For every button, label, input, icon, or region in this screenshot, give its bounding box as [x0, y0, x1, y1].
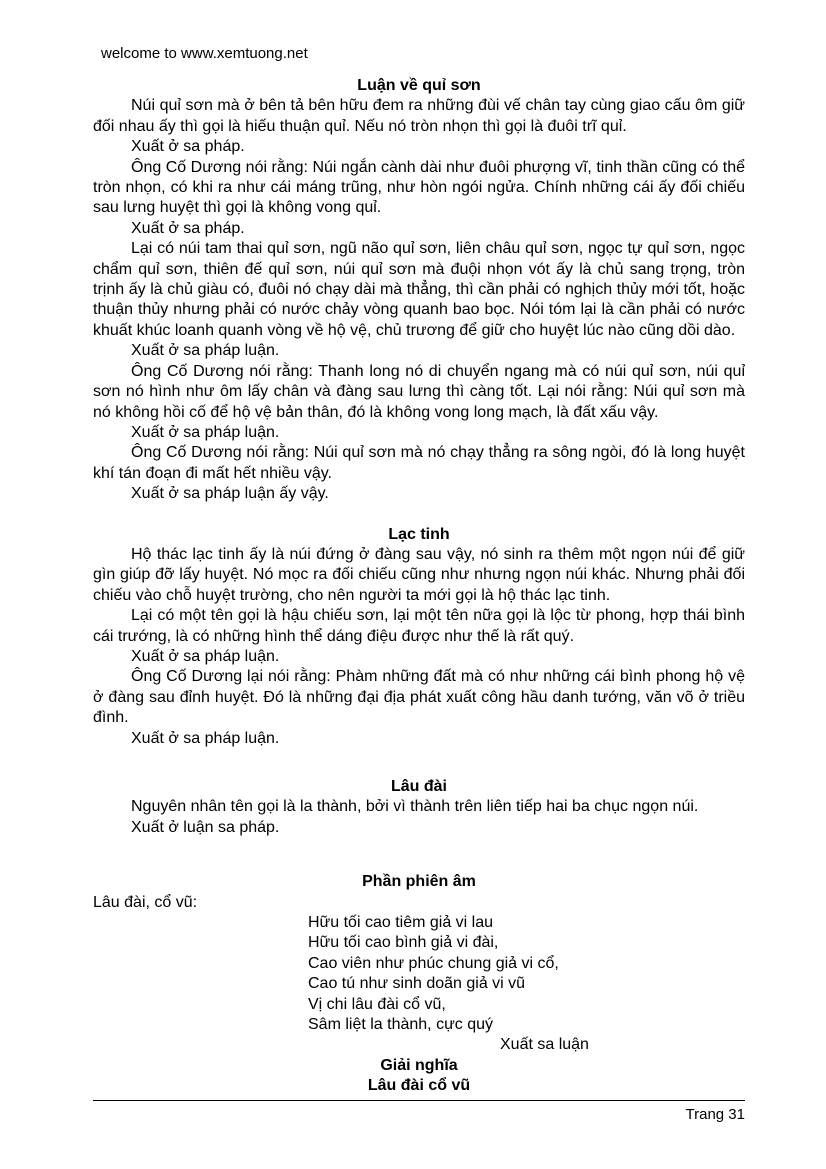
- poem-line: Hữu tối cao bình giả vi đài,: [308, 934, 499, 952]
- section-title-lac-tinh: Lạc tinh: [388, 525, 450, 543]
- poem-line: Vị chi lâu đài cổ vũ,: [308, 995, 446, 1013]
- section-title-phien-am: Phần phiên âm: [362, 873, 476, 891]
- paragraph: Ông Cố Dương nói rằng: Núi ngắn cành dài như đuôi phượng vĩ, tinh thần cũng có thể tròn nhọn, có khi ra như cái máng trũng, như hòn ngói ngửa. Chính những cái ấy đối chiếu sau lưng huyệt thì gọi là không vong quỉ.: [93, 158, 745, 217]
- section-title-qui-son: Luận về quỉ sơn: [357, 77, 481, 94]
- poem-lead: Lâu đài, cổ vũ:: [93, 893, 198, 911]
- section-title-lau-dai: Lâu đài: [390, 778, 447, 795]
- poem-line: Cao tú như sinh doãn giả vi vũ: [308, 975, 526, 993]
- paragraph: Lại có một tên gọi là hậu chiếu sơn, lại một tên nữa gọi là lộc từ phong, hợp thái bình cái trướng, là có những hình thể dáng điệu được như thế là rất quý.: [93, 607, 745, 645]
- paragraph: Xuất ở sa pháp luận.: [131, 647, 280, 665]
- paragraph: Xuất ở sa pháp luận.: [131, 729, 280, 747]
- section-subtitle-lau-dai-co-vu: Lâu đài cổ vũ: [367, 1077, 471, 1095]
- poem-attribution: Xuất sa luận: [500, 1036, 589, 1054]
- paragraph: Núi quỉ sơn mà ở bên tả bên hữu đem ra những đùi vế chân tay cùng giao cấu ôm giữ đối nhau ấy thì gọi là hiếu thuận quỉ. Nếu nó tròn nhọn thì gọi là đuôi trĩ quỉ.: [93, 97, 745, 135]
- paragraph: Hộ thác lạc tinh ấy là núi đứng ở đàng sau vậy, nó sinh ra thêm một ngọn núi để giữ gìn giúp đỡ lấy huyệt. Nó mọc ra đối chiếu cũng như nhưng ngọn núi khác. Nhưng phải đối chiếu vào chỗ huyệt trường, cho nên người ta mới gọi là hộ thác lạc tinh.: [93, 545, 745, 604]
- section-title-giai-nghia: Giải nghĩa: [380, 1056, 458, 1074]
- paragraph: Xuất ở sa pháp.: [131, 138, 245, 156]
- paragraph: Xuất ở sa pháp.: [131, 219, 245, 237]
- paragraph: Xuất ở luận sa pháp.: [131, 818, 280, 836]
- poem-line: Cao viên như phúc chung giả vi cổ,: [308, 954, 559, 972]
- poem-line: Hữu tối cao tiêm giả vi lau: [308, 914, 494, 932]
- paragraph: Xuất ở sa pháp luận.: [131, 342, 280, 360]
- page-footer: [93, 1100, 745, 1124]
- paragraph: Ông Cố Dương lại nói rằng: Phàm những đất mà có như những cái bình phong hộ vệ ở đàng sau đỉnh huyệt. Đó là những đại địa phát xuất công hầu danh tướng, văn võ ở triều đình.: [93, 668, 745, 727]
- page-number-label: Trang 31: [685, 1106, 745, 1123]
- poem-block: [308, 913, 745, 1035]
- document-content: [93, 45, 745, 1097]
- paragraph: Lại có núi tam thai quỉ sơn, ngũ não quỉ sơn, liên châu quỉ sơn, ngọc tự quỉ sơn, ngọc chẩm quỉ sơn, thiên đế quỉ sơn, núi quỉ sơn mà đuội nhọn vót ấy là chủ sang trọng, tròn trịnh ấy là chủ giàu có, đuôi nó chạy dài mà thẳng, thì cần phải có nghịch thủy mới tốt, hoặc thuận thủy nhưng phải có nước chảy vòng quanh bao bọc. Nói tóm lại là cần phải có nước khuất khúc loanh quanh vòng về hộ vệ, chủ trương để giữ cho huyệt lúc nào cũng dồi dào.: [93, 240, 745, 339]
- paragraph: Ông Cố Dương nói rằng: Núi quỉ sơn mà nó chạy thẳng ra sông ngòi, đó là long huyệt khí tán đoạn đi mất hết nhiều vậy.: [93, 444, 745, 482]
- paragraph: Nguyên nhân tên gọi là la thành, bởi vì thành trên liên tiếp hai ba chục ngọn núi.: [131, 798, 699, 816]
- site-header-text: welcome to www.xemtuong.net: [101, 45, 308, 62]
- poem-line: Sâm liệt la thành, cực quý: [308, 1016, 494, 1034]
- paragraph: Ông Cố Dương nói rằng: Thanh long nó di chuyển ngang mà có núi quỉ sơn, núi quỉ sơn nó hình như ôm lấy chân và đàng sau lưng thì càng tốt. Lại nói rằng: Núi quỉ sơn mà nó không hồi cố để hộ vệ bản thân, đó là không vong long mạch, là đất xấu vậy.: [93, 362, 745, 421]
- paragraph: Xuất ở sa pháp luận ấy vậy.: [131, 485, 329, 503]
- paragraph: Xuất ở sa pháp luận.: [131, 423, 280, 441]
